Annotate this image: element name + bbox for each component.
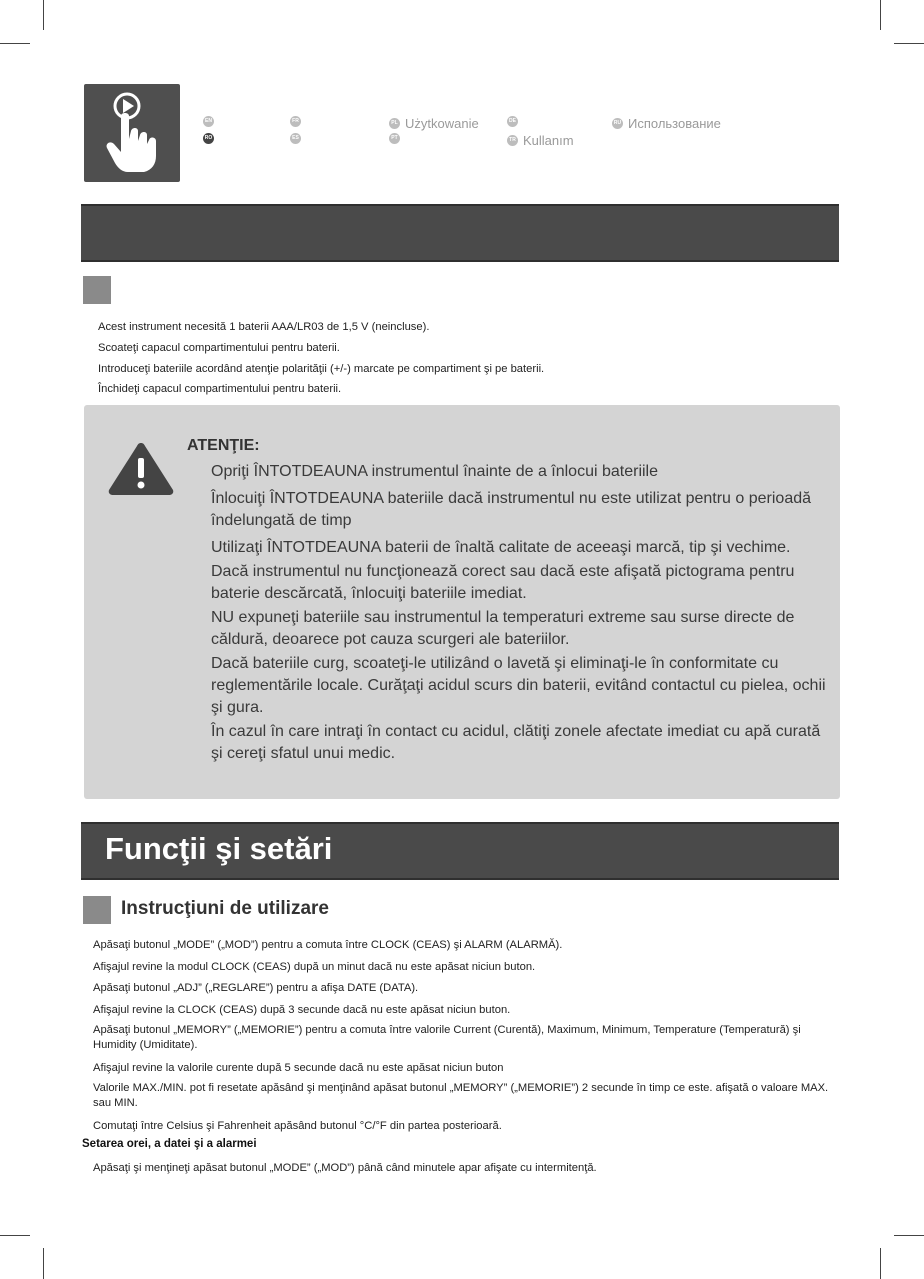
warning-item: Utilizaţi ÎNTOTDEAUNA baterii de înaltă calitate de aceeaşi marcă, tip şi vechime. — [211, 539, 791, 556]
usage-icon — [84, 84, 180, 182]
language-code-badge: ES — [290, 133, 301, 144]
section-banner — [81, 204, 839, 262]
section-banner-functions — [81, 822, 839, 880]
paragraph: Comutaţi între Celsius şi Fahrenheit apăsând butonul °C/°F din partea posterioară. — [93, 1120, 502, 1132]
language-entry — [612, 116, 721, 131]
warning-triangle-icon — [106, 440, 176, 496]
warning-title: ATENŢIE: — [187, 437, 260, 454]
section-square-marker — [83, 276, 111, 304]
language-label: Kullanım — [523, 133, 574, 148]
language-entry — [507, 116, 523, 127]
language-entry — [290, 133, 306, 144]
language-code-badge: EN — [203, 116, 214, 127]
paragraph: Afişajul revine la modul CLOCK (CEAS) după un minut dacă nu este apăsat niciun buton. — [93, 961, 536, 973]
crop-mark — [880, 1248, 881, 1279]
language-code-badge: RO — [203, 133, 214, 144]
paragraph: Valorile MAX./MIN. pot fi resetate apăsând şi menţinând apăsat butonul „MEMORY” („MEMORIE”) 2 secunde în timp ce este. afişată o valoare MAX. sau MIN. — [93, 1082, 829, 1109]
language-entry — [389, 133, 405, 144]
warning-item: Dacă instrumentul nu funcţionează corect sau dacă este afişată pictograma pentru baterie descărcată, înlocuiţi bateriile imediat. — [211, 563, 795, 602]
language-entry — [203, 133, 219, 144]
paragraph: Apăsaţi butonul „ADJ” („REGLARE”) pentru a afişa DATE (DATA). — [93, 982, 419, 994]
language-code-badge: PT — [389, 133, 400, 144]
warning-item: Dacă bateriile curg, scoateţi-le utilizând o lavetă şi eliminaţi-le în conformitate cu reglementările locale. Curăţaţi acidul scurs din baterii, evitând contactul cu pielea, ochii şi gura. — [211, 655, 826, 716]
warning-item: Opriţi ÎNTOTDEAUNA instrumentul înainte de a înlocui bateriile — [211, 463, 659, 480]
crop-mark — [894, 43, 924, 44]
language-code-badge: DE — [507, 116, 518, 127]
language-entry — [507, 133, 574, 148]
language-code-badge: PL — [389, 118, 400, 129]
paragraph: Acest instrument necesită 1 baterii AAA/LR03 de 1,5 V (neincluse). — [98, 321, 430, 333]
section-square-marker — [83, 896, 111, 924]
warning-item: NU expuneţi bateriile sau instrumentul la temperaturi extreme sau surse directe de căldură, deoarece pot cauza scurgeri ale bateriilor. — [211, 609, 795, 648]
language-code-badge: TR — [507, 135, 518, 146]
language-label: Użytkowanie — [405, 116, 479, 131]
language-entry — [203, 116, 219, 127]
warning-item: Înlocuiţi ÎNTOTDEAUNA bateriile dacă instrumentul nu este utilizat pentru o perioadă îndelungată de timp — [211, 490, 812, 529]
crop-mark — [0, 1235, 30, 1236]
crop-mark — [0, 43, 30, 44]
paragraph: Închideţi capacul compartimentului pentru baterii. — [98, 383, 342, 395]
section-banner-title: Funcţii şi setări — [105, 831, 333, 866]
language-label: Использование — [628, 116, 721, 131]
paragraph: Scoateţi capacul compartimentului pentru baterii. — [98, 342, 340, 354]
settings-heading: Setarea orei, a datei şi a alarmei — [82, 1138, 257, 1150]
crop-mark — [894, 1235, 924, 1236]
paragraph: Afişajul revine la CLOCK (CEAS) după 3 secunde dacă nu este apăsat niciun buton. — [93, 1004, 511, 1016]
paragraph: Apăsaţi butonul „MODE” („MOD”) pentru a comuta între CLOCK (CEAS) şi ALARM (ALARMĂ). — [93, 939, 563, 951]
paragraph: Introduceţi bateriile acordând atenţie polarităţii (+/-) marcate pe compartiment şi pe baterii. — [98, 363, 545, 375]
crop-mark — [43, 1248, 44, 1279]
warning-item: În cazul în care intraţi în contact cu acidul, clătiţi zonele afectate imediat cu apă curată şi cereţi sfatul unui medic. — [211, 723, 821, 762]
paragraph: Apăsaţi şi menţineţi apăsat butonul „MODE” („MOD”) până când minutele apar afişate cu intermitenţă. — [93, 1162, 597, 1174]
language-entry — [290, 116, 306, 127]
paragraph: Apăsaţi butonul „MEMORY” („MEMORIE”) pentru a comuta între valorile Current (Curentă), Maximum, Minimum, Temperature (Temperatură) şi Humidity (Umiditate). — [93, 1024, 801, 1051]
paragraph: Afişajul revine la valorile curente după 5 secunde dacă nu este apăsat niciun buton — [93, 1062, 504, 1074]
language-code-badge: FR — [290, 116, 301, 127]
crop-mark — [43, 0, 44, 30]
crop-mark — [880, 0, 881, 30]
language-entry — [389, 116, 479, 131]
language-code-badge: RU — [612, 118, 623, 129]
hand-tap-icon — [84, 84, 180, 182]
section-subheading: Instrucţiuni de utilizare — [121, 898, 329, 919]
